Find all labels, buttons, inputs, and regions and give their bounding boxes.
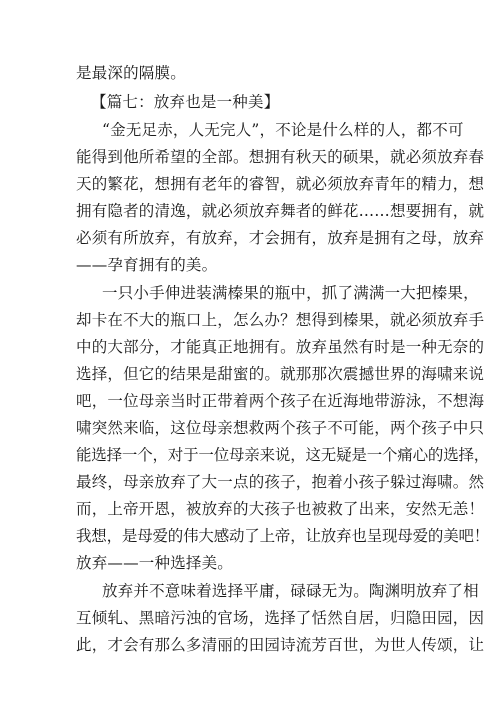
text-line: 此，才会有那么多清丽的田园诗流芳百世，为世人传颂，让	[76, 636, 485, 654]
text-line: ——孕育拥有的美。	[76, 256, 218, 274]
text-line: 我想，是母爱的伟大感动了上帝，让放弃也呈现母爱的美吧！	[76, 527, 490, 545]
text-line: 一只小手伸进装满榛果的瓶中，抓了满满一大把榛果，	[102, 284, 479, 302]
text-line: 拥有隐者的清逸，就必须放弃舞者的鲜花……想要拥有，就	[76, 202, 485, 220]
text-line: 中的大部分，才能真正地拥有。放弃虽然有时是一种无奈的	[76, 338, 485, 356]
text-line: 啸突然来临，这位母亲想救两个孩子不可能，两个孩子中只	[76, 419, 485, 437]
text-line: 最终，母亲放弃了大一点的孩子，抱着小孩子躲过海啸。然	[76, 473, 485, 491]
text-line: 放弃并不意味着选择平庸，碌碌无为。陶渊明放弃了相	[102, 582, 479, 600]
text-line: 选择，但它的结果是甜蜜的。就那那次震撼世界的海啸来说	[76, 365, 485, 383]
text-line: 吧，一位母亲当时正带着两个孩子在近海地带游泳，不想海	[76, 392, 485, 410]
text-line: “金无足赤，人无完人”，不论是什么样的人，都不可	[102, 121, 464, 139]
text-line: 是最深的隔膜。	[76, 64, 186, 82]
text-line: 互倾轧、黑暗污浊的官场，选择了恬然自居，归隐田园，因	[76, 609, 485, 627]
text-line: 天的繁花，想拥有老年的睿智，就必须放弃青年的精力，想	[76, 175, 485, 193]
text-line: 必须有所放弃，有放弃，才会拥有，放弃是拥有之母，放弃	[76, 229, 485, 247]
text-line: 却卡在不大的瓶口上，怎么办？想得到榛果，就必须放弃手	[76, 311, 485, 329]
text-line: 能选择一个，对于一位母亲来说，这无疑是一个痛心的选择，	[76, 446, 490, 464]
text-line: 能得到他所希望的全部。想拥有秋天的硕果，就必须放弃春	[76, 148, 485, 166]
text-line: 而，上帝开恩，被放弃的大孩子也被救了出来，安然无恙！	[76, 500, 485, 518]
text-line: 放弃——一种选择美。	[76, 554, 234, 572]
section-heading: 【篇七：放弃也是一种美】	[91, 93, 280, 111]
